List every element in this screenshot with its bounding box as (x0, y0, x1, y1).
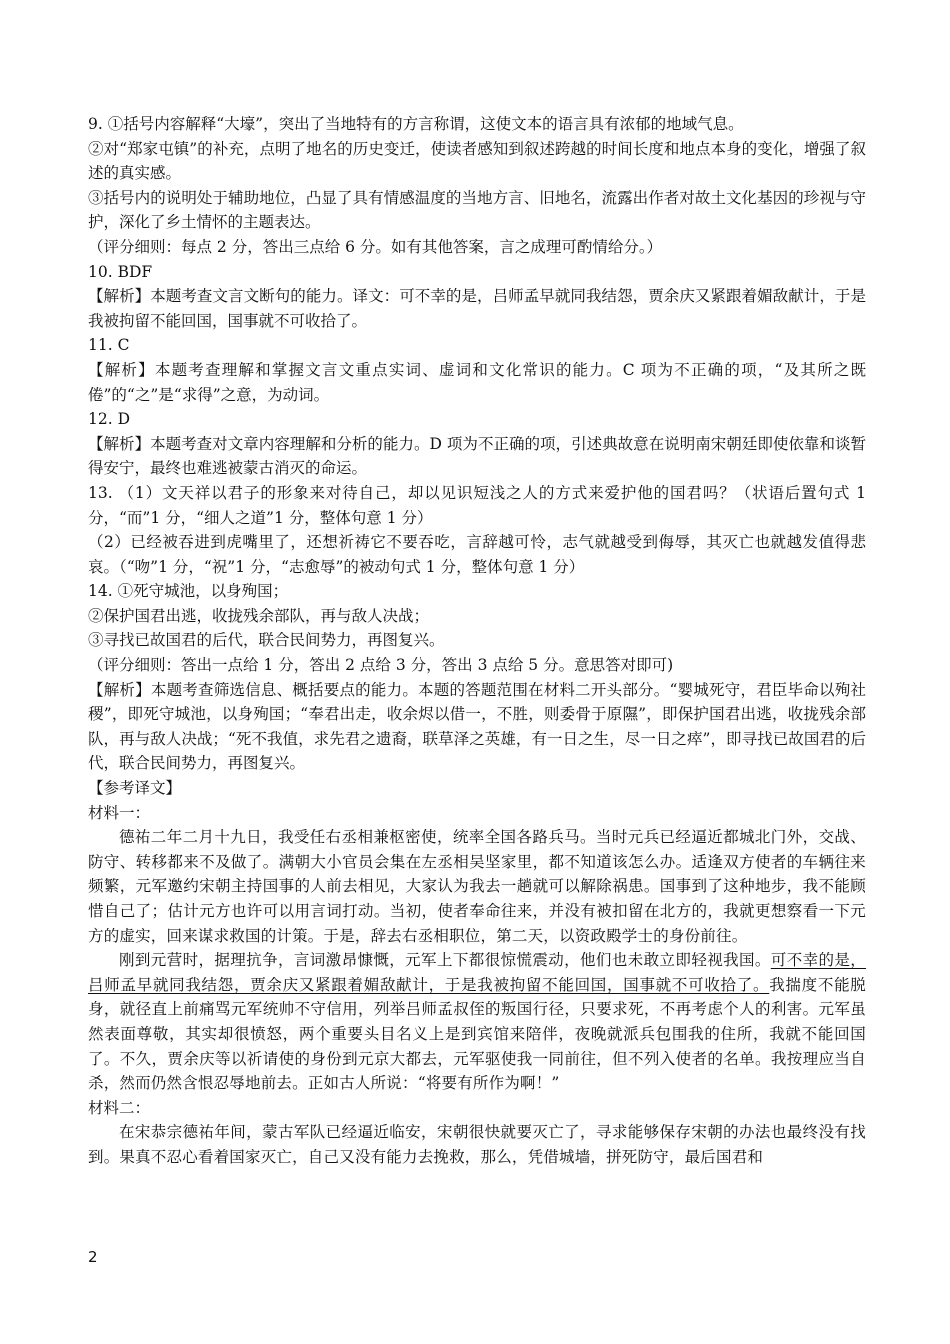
material-1-paragraph-2 (88, 948, 866, 1096)
q13-part-2: （2）已经被吞进到虎嘴里了，还想祈祷它不要吞吃，言辞越可怜，志气就越受到侮辱，其灭亡也就越发值得悲哀。（“吻”1 分，“祝”1 分，“志愈辱”的被动句式 1 分，整体句意 1 分） (88, 533, 866, 576)
translation-heading: 【参考译文】 (88, 779, 182, 798)
material-2-paragraph-1: 在宋恭宗德祐年间，蒙古军队已经逼近临安，宋朝很快就要灭亡了，寻求能够保存宋朝的办法也最终没有找到。果真不忍心看着国家灭亡，自己又没有能力去挽救，那么，凭借城墙，拼死防守，最后国君和 (88, 1123, 866, 1166)
material-1-title: 材料一： (88, 803, 151, 822)
q14-point-2: ②保护国君出逃，收拢残余部队，再与敌人决战； (88, 606, 430, 625)
underlined-sentence: 可不幸的是，吕师孟早就同我结怨，贾余庆又紧跟着媚敌献计，于是我被拘留不能回国，国事就不可收拾了。 (88, 951, 867, 994)
q12-analysis: 【解析】本题考查对文章内容理解和分析的能力。D 项为不正确的项，引述典故意在说明南宋朝廷即使依靠和谈暂得安宁，最终也难逃被蒙古消灭的命运。 (88, 434, 866, 478)
page-number: 2 (88, 1248, 98, 1266)
q10-analysis: 【解析】本题考查文言文断句的能力。译文：可不幸的是，吕师孟早就同我结怨，贾余庆又紧跟着媚敌献计，于是我被拘留不能回国，国事就不可收拾了。 (88, 287, 866, 330)
answer-key-content (88, 112, 866, 1170)
q14-point-3: ③寻找已故国君的后代，联合民间势力，再图复兴。 (88, 631, 445, 650)
material-1-paragraph-1: 德祐二年二月十九日，我受任右丞相兼枢密使，统率全国各路兵马。当时元兵已经逼近都城北门外，交战、防守、转移都来不及做了。满朝大小官员会集在左丞相吴坚家里，都不知道该怎么办。适逢双方使者的车辆往来频繁，元军邀约宋朝主持国事的人前去相见，大家认为我去一趟就可以解除祸患。国事到了这种地步，我不能顾惜自己了；估计元方也许可以用言词打动。当初，使者奉命往来，并没有被扣留在北方的，我就更想察看一下元方的虚实，回来谋求救国的计策。于是，辞去右丞相职位，第二天，以资政殿学士的身份前往。 (88, 828, 866, 945)
q12-answer: 12. D (88, 410, 131, 429)
q11-answer: 11. C (88, 336, 130, 355)
material-1-paragraph-2-end: 我揣度不能脱身，就径直上前痛骂元军统帅不守信用，列举吕师孟叔侄的叛国行径，只要求死，不再考虑个人的利害。元军虽然表面尊敬，其实却很愤怒，两个重要头目名义上是到宾馆来陪伴，夜晚就派兵包围我的住所，我就不能回国了。不久，贾余庆等以祈请使的身份到元京大都去，元军驱使我一同前往，但不列入使者的名单。我按理应当自杀，然而仍然含恨忍辱地前去。正如古人所说：“将要有所作为啊！” (88, 975, 866, 1093)
q9-point-3: ③括号内的说明处于辅助地位，凸显了具有情感温度的当地方言、旧地名，流露出作者对故土文化基因的珍视与守护，深化了乡土情怀的主题表达。 (88, 188, 866, 232)
q9-scoring-note: （评分细则：每点 2 分，答出三点给 6 分。如有其他答案，言之成理可酌情给分。） (88, 237, 663, 256)
q14-point-1: 14. ①死守城池，以身殉国； (88, 582, 289, 601)
material-1-paragraph-2-start: 刚到元营时，据理抗争，言词激昂慷慨，元军上下都很惊慌震动，他们也未敢立即轻视我国。 (119, 951, 771, 970)
material-2-title: 材料二： (88, 1098, 151, 1117)
q13-part-1: 13. （1）文天祥以君子的形象来对待自己，却以见识短浅之人的方式来爱护他的国君吗？（状语后置句式 1 分，“而”1 分，“细人之道”1 分，整体句意 1 分） (88, 483, 866, 527)
q14-scoring-note: （评分细则：答出一点给 1 分，答出 2 点给 3 分，答出 3 点给 5 分。意思答对即可) (88, 656, 674, 675)
q10-answer: 10. BDF (88, 262, 153, 281)
q9-point-2: ②对“郑家屯镇”的补充，点明了地名的历史变迁，使读者感知到叙述跨越的时间长度和地点本身的变化，增强了叙述的真实感。 (88, 139, 866, 183)
q11-analysis: 【解析】本题考查理解和掌握文言文重点实词、虚词和文化常识的能力。C 项为不正确的项，“及其所之既倦”的“之”是“求得”之意，为动词。 (88, 360, 866, 404)
q9-point-1: 9. ①括号内容解释“大壕”，突出了当地特有的方言称谓，这使文本的语言具有浓郁的地域气息。 (88, 115, 744, 133)
q14-analysis: 【解析】本题考查筛选信息、概括要点的能力。本题的答题范围在材料二开头部分。“婴城死守，君臣毕命以殉社稷”，即死守城池，以身殉国；“奉君出走，收余烬以借一，不胜，则委骨于原隰”，即保护国君出逃，收拢残余部队，再与敌人决战；“死不我值，求先君之遗裔，联草泽之英雄，有一日之生，尽一日之瘁”，即寻找已故国君的后代，联合民间势力，再图复兴。 (88, 680, 866, 773)
